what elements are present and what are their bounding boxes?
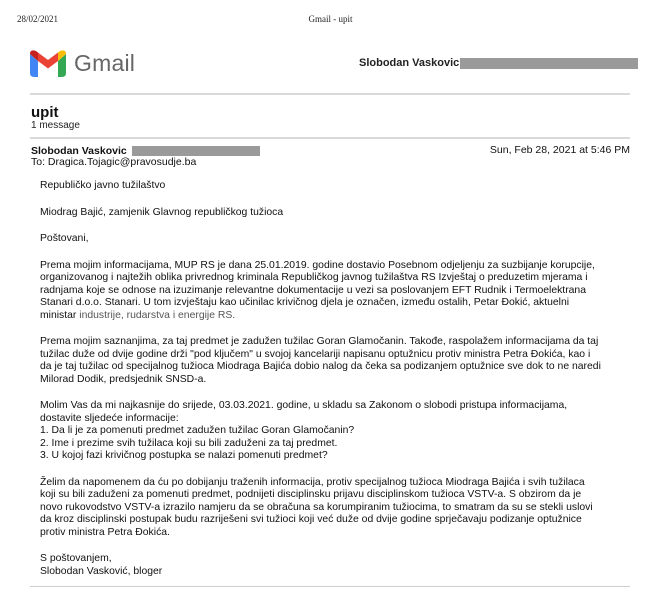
footer-divider — [30, 586, 630, 587]
body-line: Milorad Dodik, predsjednik SNSD-a. — [40, 373, 207, 385]
signature: Slobodan Vasković, bloger — [40, 565, 163, 577]
gmail-logo-icon — [30, 50, 66, 77]
body-line: organizovanog i najtežih oblika privrednog kriminala Republičkog javnog tužilaštva RS Izvještaj o preduzetim mjerama i — [40, 272, 588, 283]
redacted-sender-email — [132, 146, 260, 156]
body-line: Prema mojim informacijama, MUP RS je dana 25.01.2019. godine dostavio Posebnom odjeljenju za suzbijanje korupcije, — [40, 259, 595, 271]
greeting: Poštovani, — [40, 233, 89, 244]
redacted-email — [460, 58, 638, 69]
addressee-line: Republičko javno tužilaštvo — [40, 180, 166, 191]
closing: S poštovanjem, — [40, 553, 112, 564]
body-line: da je taj tužilac od specijalnog tužioca Miodraga Bajića dobio nalog da čeka sa podizanjem optužnice sve dok to ne naredi — [40, 361, 601, 372]
body-line: protiv ministra Petra Đokića. — [40, 526, 170, 538]
body-line: Prema mojim saznanjima, za taj predmet je zadužen tužilac Goran Glamočanin. Takođe, raspolažem informacijama da taj — [40, 336, 599, 347]
paragraph-2 — [40, 336, 632, 386]
body-line: radnjama koje se odnose na izuzimanje relevantne dokumentacije u vezi sa poslovanjem EFT Rudnik i Termoelektrana — [40, 284, 586, 296]
gmail-logo[interactable] — [30, 46, 135, 80]
body-line: Stanari d.o.o. Stanari. U tom izvještaju kao učinilac krivičnog djela je označen, između ostalih, Petar Đokić, aktuelni — [40, 297, 570, 308]
list-item: 2. Ime i prezime svih tužilaca koji su bili zaduženi za taj predmet. — [40, 437, 338, 449]
body-line: Molim Vas da mi najkasnije do srijede, 03.03.2021. godine, u skladu sa Zakonom o slobodi pristupa informacijama, — [40, 400, 568, 411]
list-item: 1. Da li je za pomenuti predmet zadužen tužilac Goran Glamočanin? — [40, 425, 355, 436]
body-text: ministar — [40, 309, 80, 321]
body-line: novo rukovodstvo VSTV-a izrazilo namjeru da se obračuna sa korumpiranim tužiocima, to smatram da su se stekli uslovi — [40, 501, 593, 513]
body-text-gray: industrije, rudarstva i energije RS. — [79, 309, 236, 321]
email-body — [40, 180, 632, 578]
paragraph-4 — [40, 477, 632, 540]
gmail-logo-text: Gmail — [74, 49, 136, 76]
body-line: koji su bili zaduženi za pomenuti predmet, podnijeti disciplinsku prijavu disciplinskom tužioca VSTV-a. S obzirom da je — [40, 489, 582, 500]
email-subject: upit — [31, 104, 59, 121]
body-line: da kroz disciplinski postupak budu razriješeni svi tužioci koji već duže od dvije godine sprječavaju podizanje optužnice — [40, 514, 582, 525]
list-item: 3. U kojoj fazi krivičnog postupka se nalazi pomenuti predmet? — [40, 450, 328, 461]
addressee-person: Miodrag Bajić, zamjenik Glavnog republičkog tužioca — [40, 206, 284, 218]
paragraph-3 — [40, 400, 632, 463]
message-count: 1 message — [31, 120, 80, 131]
body-line: dostavite sljedeće informacije: — [40, 412, 179, 424]
account-name: Slobodan Vaskovic — [359, 57, 460, 69]
body-line: tužilac duže od dvije godine drži "pod ključem" u svojoj kancelariji napisanu optužnicu protiv ministra Petra Đokića, kao i — [40, 348, 591, 360]
print-title: Gmail - upit — [308, 14, 353, 24]
account-info — [359, 56, 639, 70]
body-line: Želim da napomenem da ću po dobijanju traženih informacija, protiv specijalnog tužioca Miodraga Bajića i svih tužilaca — [40, 476, 585, 488]
paragraph-1 — [40, 260, 632, 323]
subject-divider — [30, 137, 630, 139]
sender-name: Slobodan Vaskovic — [31, 144, 127, 157]
print-date: 28/02/2021 — [17, 14, 59, 24]
email-recipient[interactable]: To: Dragica.Tojagic@pravosudje.ba — [31, 156, 197, 168]
header-divider — [30, 93, 630, 95]
email-date: Sun, Feb 28, 2021 at 5:46 PM — [489, 144, 630, 156]
body-line — [40, 310, 632, 323]
